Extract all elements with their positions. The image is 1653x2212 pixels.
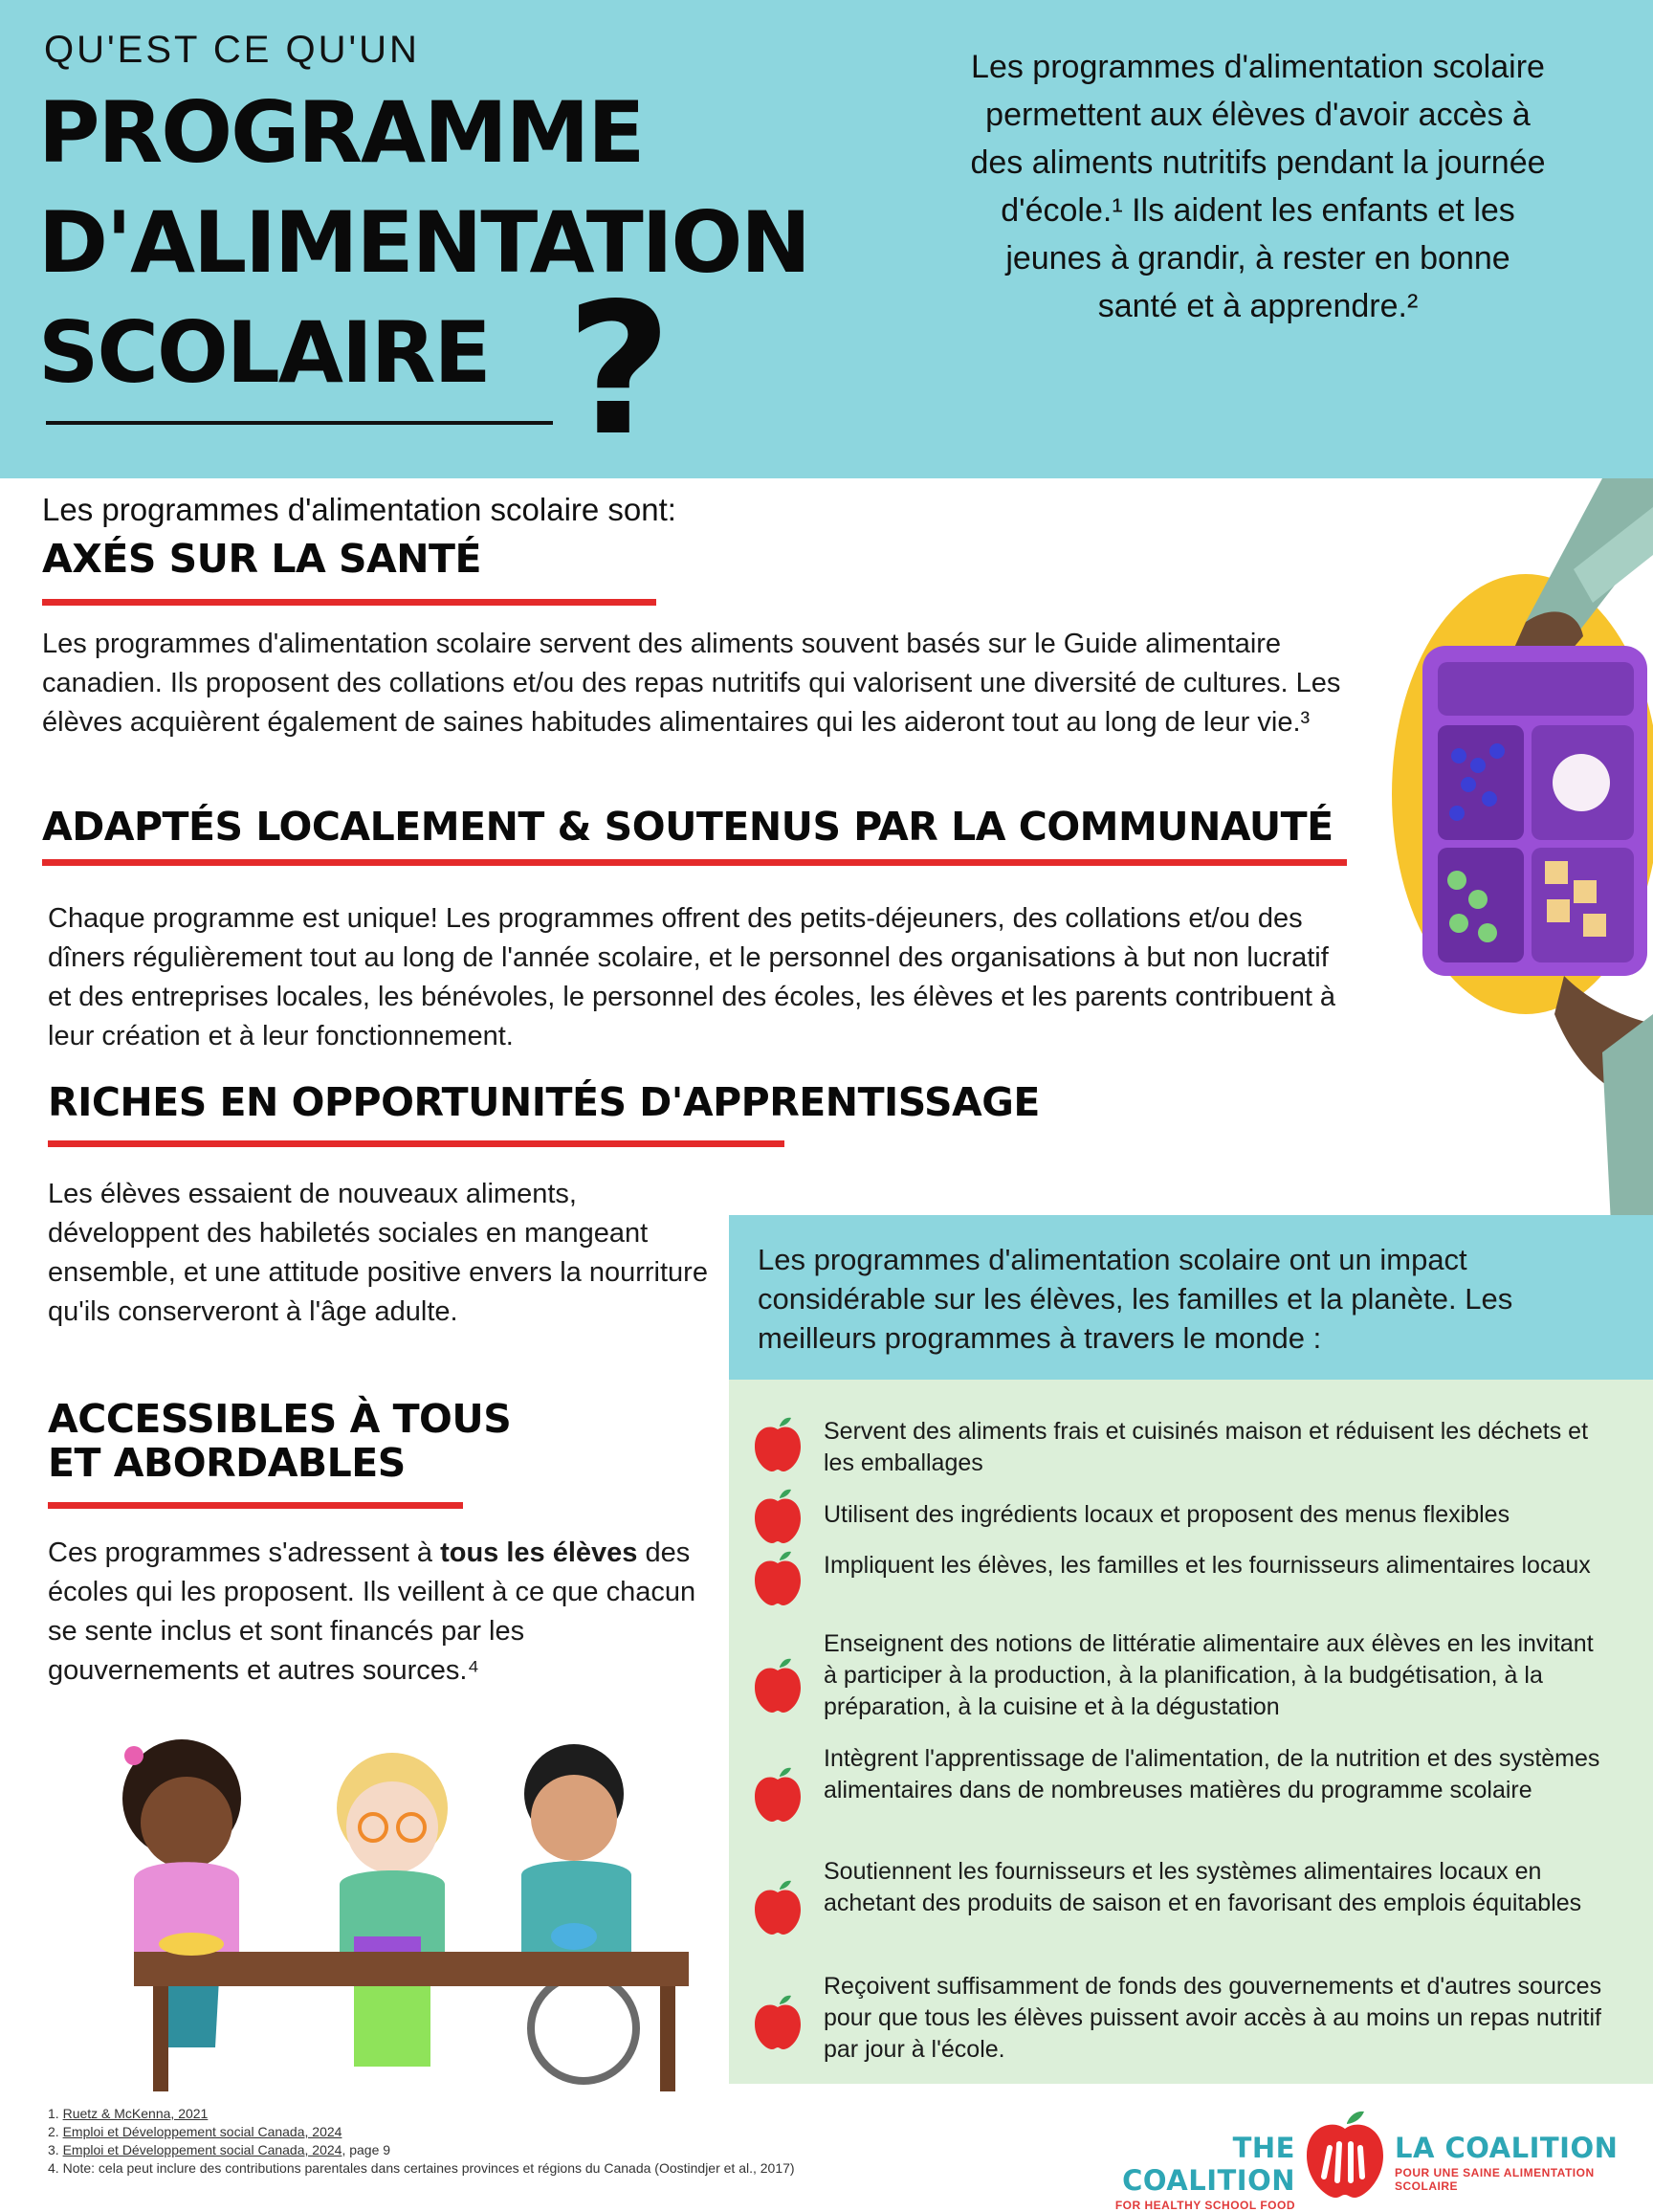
heading-local: ADAPTÉS LOCALEMENT & SOUTENUS PAR LA COMMUNAUTÉ bbox=[42, 804, 1333, 850]
body-accessible-bold: tous les élèves bbox=[440, 1537, 638, 1568]
list-item-text: Reçoivent suffisamment de fonds des gouvernements et d'autres sources pour que tous les élèves puissent avoir accès à au moins un repas nutritif par jour à l'école. bbox=[824, 1973, 1602, 2063]
heading-health: AXÉS SUR LA SANTÉ bbox=[42, 536, 481, 582]
body-accessible bbox=[48, 1534, 708, 1691]
body-local: Chaque programme est unique! Les programmes offrent des petits-déjeuners, des collations et/ou des dîners régulièrement tout au long de l'année scolaire, et le personnel des organisations à but non lucratif et des entreprises locales, les bénévoles, le personnel des écoles, les élèves et les parents contribuent à leur création et à leur fonctionnement. bbox=[48, 903, 1336, 1051]
logo-english bbox=[1085, 2132, 1295, 2212]
lunch-tray-illustration bbox=[1382, 478, 1653, 1244]
heading-learning: RICHES EN OPPORTUNITÉS D'APPRENTISSAGE bbox=[48, 1079, 1040, 1125]
children-eating-illustration bbox=[77, 1722, 708, 2095]
footnote-link[interactable]: Emploi et Développement social Canada, 2024 bbox=[62, 2124, 342, 2139]
apple-icon bbox=[751, 1879, 804, 1936]
apple-icon bbox=[751, 1416, 804, 1473]
footnote-link[interactable]: Emploi et Développement social Canada, 2024 bbox=[62, 2142, 342, 2157]
apple-icon bbox=[751, 1488, 804, 1545]
footnote-number: 3. bbox=[48, 2142, 59, 2157]
footnote-note: Note: cela peut inclure des contributions parentales dans certaines provinces et régions du Canada (Oostindjer et al., 2017) bbox=[62, 2160, 795, 2176]
list-item-text: Soutiennent les fournisseurs et les systèmes alimentaires locaux en achetant des produits de saison et en favorisant des emplois équitables bbox=[824, 1858, 1582, 1916]
red-divider bbox=[48, 1140, 784, 1147]
apple-icon bbox=[751, 1657, 804, 1714]
heading-accessible bbox=[48, 1397, 511, 1485]
logo-french-tagline: POUR UNE SAINE ALIMENTATION SCOLAIRE bbox=[1395, 2166, 1595, 2193]
footnote-3 bbox=[48, 2141, 795, 2159]
title-kicker: QU'EST CE QU'UN bbox=[44, 29, 420, 71]
red-divider bbox=[48, 1502, 463, 1509]
heading-accessible-line1: ACCESSIBLES À TOUS bbox=[48, 1396, 512, 1442]
body-learning: Les élèves essaient de nouveaux aliments, développent des habiletés sociales en mangeant ensemble, et une attitude positive envers la nourriture qu'ils conserveront à l'âge adulte. bbox=[48, 1179, 708, 1327]
footnote-number: 2. bbox=[48, 2124, 59, 2139]
footnote-number: 1. bbox=[48, 2106, 59, 2121]
footnotes bbox=[48, 2105, 795, 2178]
title-underline bbox=[46, 421, 553, 425]
title-line-3: SCOLAIRE bbox=[38, 303, 490, 402]
footnote-1 bbox=[48, 2105, 795, 2123]
body-accessible-post: des écoles qui les proposent. Ils veillent à ce que chacun se sente inclus et sont financés par les gouvernements et autres sources.⁴ bbox=[48, 1537, 696, 1686]
footnote-number: 4. bbox=[48, 2160, 59, 2176]
list-item-text: Utilisent des ingrédients locaux et proposent des menus flexibles bbox=[824, 1501, 1510, 1528]
footnote-link[interactable]: Ruetz & McKenna, 2021 bbox=[62, 2106, 209, 2121]
heading-accessible-line2: ET ABORDABLES bbox=[48, 1440, 406, 1486]
title-line-2: D'ALIMENTATION bbox=[38, 193, 809, 292]
apple-icon bbox=[751, 1994, 804, 2051]
list-item-text: Intègrent l'apprentissage de l'alimentation, de la nutrition et des systèmes alimentaires dans de nombreuses matières du programme scolaire bbox=[824, 1745, 1600, 1803]
apple-icon bbox=[751, 1766, 804, 1824]
logo-french bbox=[1395, 2132, 1624, 2193]
logo-english-name: THE COALITION bbox=[1122, 2132, 1295, 2197]
apple-icon bbox=[751, 1550, 804, 1607]
coalition-apple-logo-icon bbox=[1303, 2110, 1387, 2201]
logo-english-tagline: FOR HEALTHY SCHOOL FOOD bbox=[1114, 2199, 1295, 2212]
footnote-extra: , page 9 bbox=[342, 2142, 391, 2157]
sections-lead: Les programmes d'alimentation scolaire sont: bbox=[42, 492, 676, 527]
list-item-text: Impliquent les élèves, les familles et les fournisseurs alimentaires locaux bbox=[824, 1552, 1591, 1579]
body-accessible-pre: Ces programmes s'adressent à bbox=[48, 1537, 441, 1568]
question-mark: ? bbox=[566, 264, 672, 476]
title-line-1: PROGRAMME bbox=[38, 83, 644, 182]
logo-french-name: LA COALITION bbox=[1395, 2132, 1619, 2164]
list-item-text: Servent des aliments frais et cuisinés maison et réduisent les déchets et les emballages bbox=[824, 1418, 1589, 1476]
red-divider bbox=[42, 859, 1347, 866]
footnote-4 bbox=[48, 2159, 795, 2178]
intro-text: Les programmes d'alimentation scolaire permettent aux élèves d'avoir accès à des aliments nutritifs pendant la journée d'école.¹ Ils aident les enfants et les jeunes à grandir, à rester en bonne santé et à apprendre.² bbox=[970, 49, 1546, 324]
body-health: Les programmes d'alimentation scolaire servent des aliments souvent basés sur le Guide alimentaire canadien. Ils proposent des collations et/ou des repas nutritifs qui valorisent une diversité de cultures. Les élèves acquièrent également de saines habitudes alimentaires qui les aideront tout au long de leur vie.³ bbox=[42, 629, 1341, 738]
red-divider bbox=[42, 599, 656, 606]
footnote-2 bbox=[48, 2123, 795, 2141]
callout-intro: Les programmes d'alimentation scolaire ont un impact considérable sur les élèves, les familles et la planète. Les meilleurs programmes à travers le monde : bbox=[758, 1243, 1513, 1355]
list-item-text: Enseignent des notions de littératie alimentaire aux élèves en les invitant à participer à la production, à la planification, à la budgétisation, à la préparation, à la cuisine et à la dégustation bbox=[824, 1630, 1594, 1720]
